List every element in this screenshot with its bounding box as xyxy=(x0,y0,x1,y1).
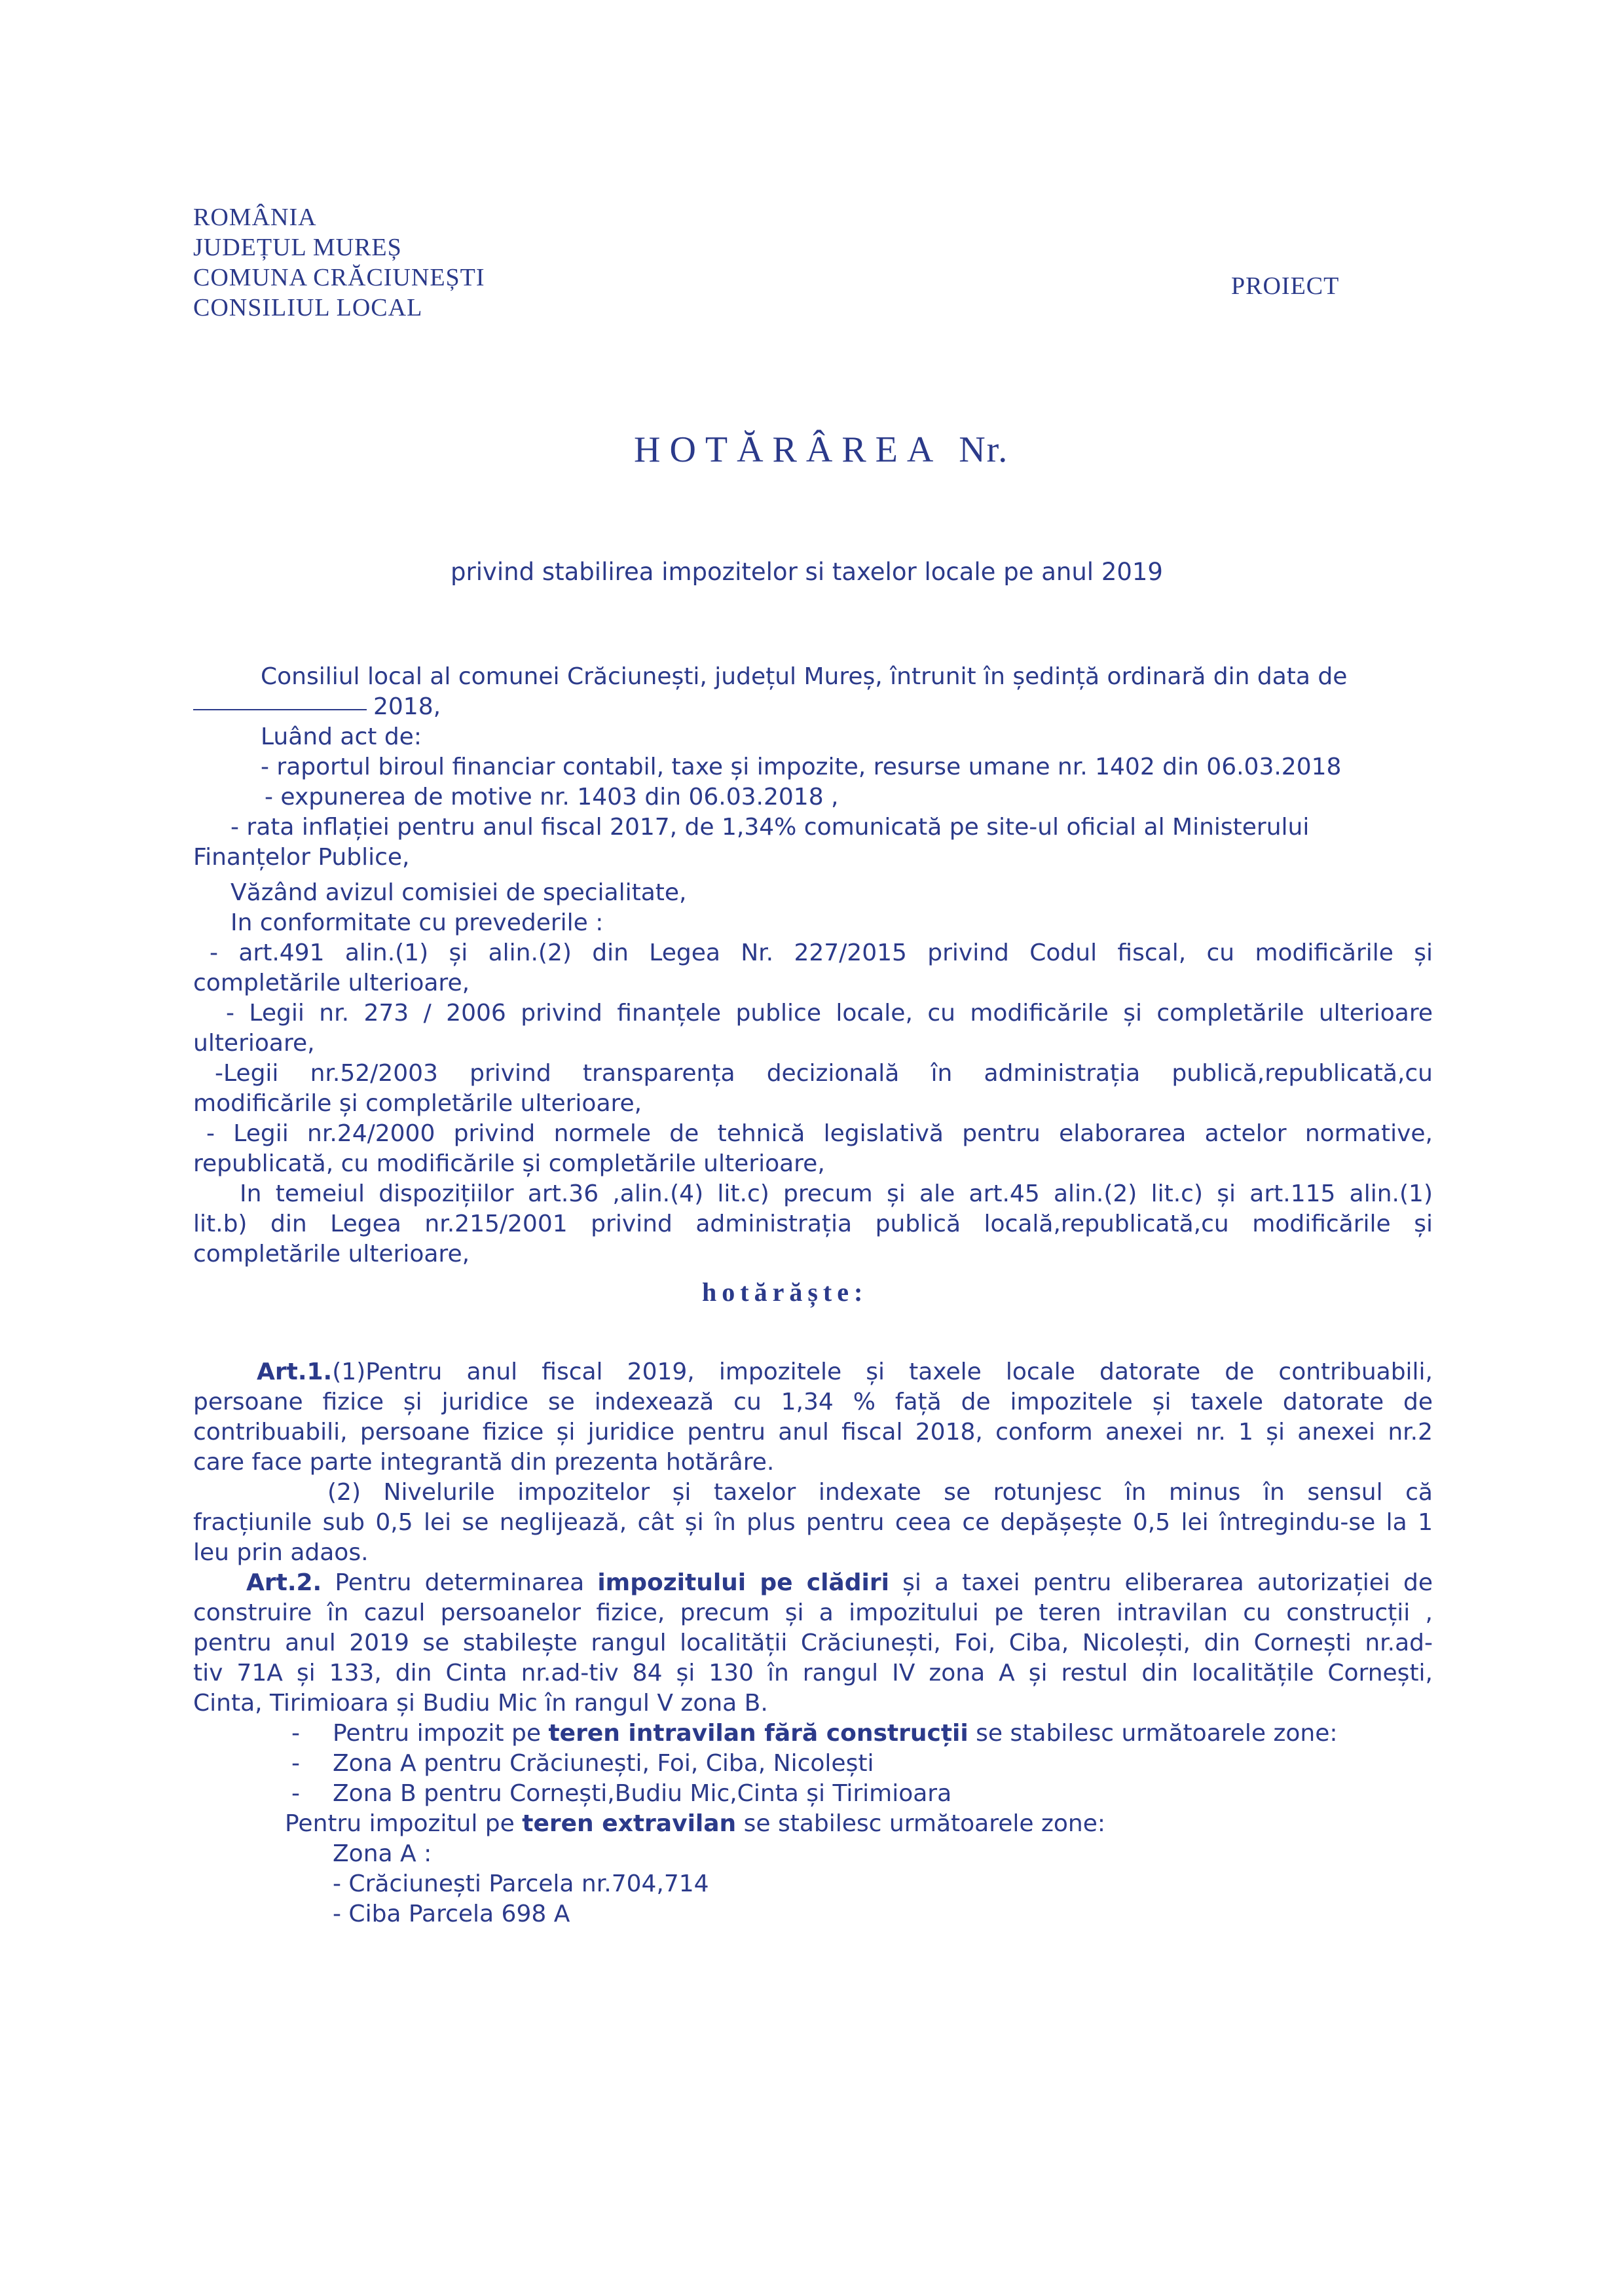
art1-label: Art.1. xyxy=(257,1358,333,1385)
art2-line5: Cinta, Tirimioara și Budiu Mic în rangul V zona B. xyxy=(193,1690,768,1717)
zona-b-bullet: Zona B pentru Cornești,Budiu Mic,Cinta și Tirimioara xyxy=(333,1780,952,1807)
title-main: HOTĂRÂREA xyxy=(634,429,941,470)
legii273-line1: - Legii nr. 273 / 2006 privind finanțele publice locale, cu modificările și completările ulterioare xyxy=(226,1000,1433,1027)
bullet-dash-2: - xyxy=(291,1750,300,1777)
council-heading: CONSILIUL LOCAL xyxy=(193,294,423,321)
art1-line2: persoane fizice și juridice se indexează cu 1,34 % față de impozitele și taxele datorate de xyxy=(193,1389,1433,1415)
bullet-dash-3: - xyxy=(291,1780,300,1807)
raport-item: - raportul biroul financiar contabil, taxe și impozite, resurse umane nr. 1402 din 06.03.2018 xyxy=(261,754,1342,780)
extravilan-zona-a-heading: Zona A : xyxy=(333,1840,432,1867)
legii273-line2: ulterioare, xyxy=(193,1030,315,1057)
extravilan-zona-a-item2: - Ciba Parcela 698 A xyxy=(333,1901,570,1927)
legii52-line2: modificările și completările ulterioare, xyxy=(193,1090,642,1117)
expunere-item: - expunerea de motive nr. 1403 din 06.03.2018 , xyxy=(265,784,839,811)
intravilan-bullet: Pentru impozit pe teren intravilan fără construcții se stabilesc următoarele zone: xyxy=(333,1720,1338,1747)
date-blank-line xyxy=(193,709,367,710)
country-heading: ROMÂNIA xyxy=(193,204,317,231)
temei-line2: lit.b) din Legea nr.215/2001 privind administrația publică locală,republicată,cu modificările și xyxy=(193,1211,1433,1237)
extravilan-line: Pentru impozitul pe teren extravilan se stabilesc următoarele zone: xyxy=(285,1810,1105,1837)
extravilan-zona-a-item1: - Crăciunești Parcela nr.704,714 xyxy=(333,1870,709,1897)
legii52-line1: -Legii nr.52/2003 privind transparența decizională în administrația publică,republicată,cu xyxy=(215,1060,1433,1087)
zona-a-bullet: Zona A pentru Crăciunești, Foi, Ciba, Nicolești xyxy=(333,1750,874,1777)
art1-line4: care face parte integrantă din prezenta hotărâre. xyxy=(193,1449,775,1476)
document-subject: privind stabilirea impozitelor si taxelor locale pe anul 2019 xyxy=(451,558,1163,586)
commune-heading: COMUNA CRĂCIUNEȘTI xyxy=(193,264,485,291)
art1-p2-line1: (2) Nivelurile impozitelor și taxelor indexate se rotunjesc în minus în sensul că xyxy=(327,1479,1433,1506)
legii24-line1: - Legii nr.24/2000 privind normele de tehnică legislativă pentru elaborarea actelor normative, xyxy=(206,1120,1433,1147)
art1-p2-line3: leu prin adaos. xyxy=(193,1539,369,1566)
document-title xyxy=(634,429,1008,471)
temei-line1: In temeiul dispozițiilor art.36 ,alin.(4) lit.c) precum și ale art.45 alin.(2) lit.c) și art.115 alin.(1) xyxy=(240,1180,1433,1207)
art1-line3: contribuabili, persoane fizice și juridice pentru anul fiscal 2018, conform anexei nr. 1 și anexei nr.2 xyxy=(193,1419,1433,1446)
legii24-line2: republicată, cu modificările și completările ulterioare, xyxy=(193,1150,825,1177)
conformitate-line: In conformitate cu prevederile : xyxy=(231,909,604,936)
rata-item-line1: - rata inflației pentru anul fiscal 2017, de 1,34% comunicată pe site-ul oficial al Ministerului xyxy=(231,814,1310,841)
preamble-p1-line1: Consiliul local al comunei Crăciunești, județul Mureș, întrunit în ședință ordinară din data de xyxy=(261,663,1348,690)
art2-line3: pentru anul 2019 se stabilește rangul localității Crăciunești, Foi, Ciba, Nicolești, din Cornești nr.ad- xyxy=(193,1630,1433,1656)
preamble-p1-line2: 2018, xyxy=(193,693,441,721)
bullet-dash-1: - xyxy=(291,1720,300,1747)
rata-item-line2: Finanțelor Publice, xyxy=(193,844,410,871)
art2-line4: tiv 71A și 133, din Cinta nr.ad-tiv 84 și 130 în rangul IV zona A și restul din localitățile Cornești, xyxy=(193,1660,1433,1686)
art1-p2-line2: fracțiunile sub 0,5 lei se neglijează, cât și în plus pentru ceea ce depășește 0,5 lei întregindu-se la 1 xyxy=(193,1509,1433,1536)
art2-line2: construire în cazul persoanelor fizice, precum și a impozitului pe teren intravilan cu construcții , xyxy=(193,1599,1433,1626)
vazand-line: Văzând avizul comisiei de specialitate, xyxy=(231,879,687,906)
luand-act-heading: Luând act de: xyxy=(261,723,422,750)
hotaraste-heading: hotărăște: xyxy=(702,1277,868,1307)
title-nr: Nr. xyxy=(959,429,1009,470)
project-label: PROIECT xyxy=(1231,272,1340,300)
art1-line1: Art.1.(1)Pentru anul fiscal 2019, impozitele și taxele locale datorate de contribuabili, xyxy=(257,1358,1433,1385)
art491-line2: completările ulterioare, xyxy=(193,970,470,996)
art2-label: Art.2. xyxy=(246,1569,322,1596)
county-heading: JUDEȚUL MUREȘ xyxy=(193,234,402,261)
temei-line3: completările ulterioare, xyxy=(193,1241,470,1267)
art491-line1: - art.491 alin.(1) și alin.(2) din Legea Nr. 227/2015 privind Codul fiscal, cu modificările și xyxy=(210,939,1433,966)
art2-line1: Art.2. Pentru determinarea impozitului pe clădiri și a taxei pentru eliberarea autorizației de xyxy=(246,1569,1433,1596)
